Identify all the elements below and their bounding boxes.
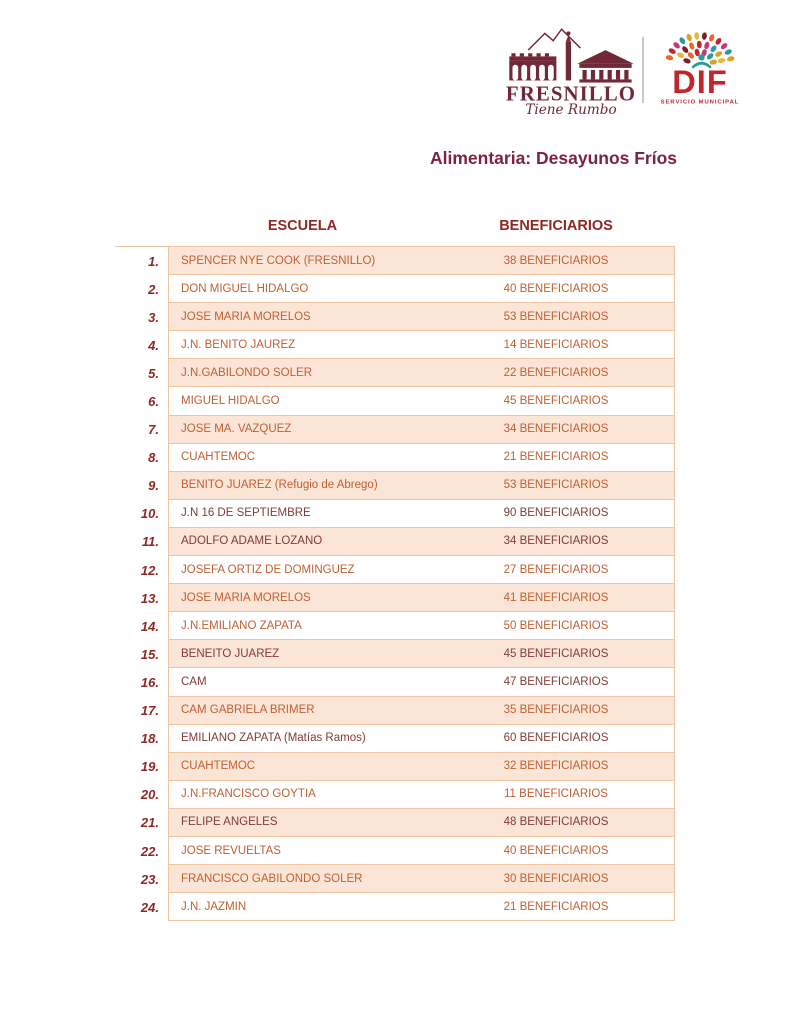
- school-name-cell: DON MIGUEL HIDALGO: [181, 282, 309, 295]
- table-row: [115, 416, 675, 444]
- school-name-cell: SPENCER NYE COOK (FRESNILLO): [181, 254, 376, 267]
- school-name-cell: ADOLFO ADAME LOZANO: [181, 535, 323, 548]
- dif-logo-name: DIF: [672, 64, 728, 101]
- school-name-cell: J.N.GABILONDO SOLER: [181, 366, 313, 379]
- row-number: 8.: [148, 450, 159, 466]
- school-name-cell: BENEITO JUAREZ: [181, 647, 280, 660]
- beneficiaries-cell: 35 BENEFICIARIOS: [503, 704, 609, 717]
- beneficiaries-cell: 41 BENEFICIARIOS: [503, 591, 609, 604]
- beneficiaries-cell: 53 BENEFICIARIOS: [503, 310, 609, 323]
- row-number: 18.: [140, 731, 159, 747]
- beneficiaries-cell: 60 BENEFICIARIOS: [503, 732, 609, 745]
- school-name-cell: JOSE MA. VAZQUEZ: [181, 423, 292, 436]
- row-number: 1.: [148, 253, 159, 269]
- school-name-cell: J.N. BENITO JAUREZ: [181, 338, 296, 351]
- beneficiaries-cell: 50 BENEFICIARIOS: [503, 619, 609, 632]
- row-number: 13.: [140, 590, 159, 606]
- table-row: [115, 500, 675, 528]
- beneficiaries-cell: 21 BENEFICIARIOS: [503, 451, 609, 464]
- table-row: [115, 781, 675, 809]
- beneficiaries-cell: 45 BENEFICIARIOS: [503, 647, 609, 660]
- mountain-icon: [528, 29, 580, 50]
- table-row: [115, 556, 675, 584]
- table-row: [115, 612, 675, 640]
- beneficiaries-cell: 11 BENEFICIARIOS: [504, 788, 608, 801]
- table-row: [115, 359, 675, 387]
- school-name-cell: J.N 16 DE SEPTIEMBRE: [181, 507, 311, 520]
- beneficiaries-cell: 34 BENEFICIARIOS: [503, 535, 609, 548]
- row-number: 3.: [148, 309, 159, 325]
- dif-logo-icon: [650, 27, 750, 113]
- row-number: 14.: [140, 618, 159, 634]
- beneficiaries-cell: 30 BENEFICIARIOS: [503, 872, 609, 885]
- table-row: [115, 697, 675, 725]
- school-name-cell: J.N.EMILIANO ZAPATA: [181, 619, 302, 632]
- school-name-cell: CUAHTEMOC: [181, 760, 256, 773]
- table-row: [115, 753, 675, 781]
- row-number: 7.: [148, 422, 159, 438]
- school-name-cell: EMILIANO ZAPATA (Matías Ramos): [181, 732, 366, 745]
- beneficiaries-cell: 48 BENEFICIARIOS: [503, 816, 609, 829]
- table-row: [115, 472, 675, 500]
- beneficiaries-cell: 47 BENEFICIARIOS: [503, 675, 609, 688]
- beneficiaries-cell: 32 BENEFICIARIOS: [503, 760, 609, 773]
- row-number: 9.: [148, 478, 159, 494]
- row-number: 10.: [140, 506, 159, 522]
- table-row: [115, 387, 675, 415]
- school-name-cell: JOSE MARIA MORELOS: [181, 310, 311, 323]
- school-name-cell: J.N.FRANCISCO GOYTIA: [181, 788, 316, 801]
- fresnillo-logo-name: FRESNILLO: [505, 81, 637, 106]
- table-row: [115, 444, 675, 472]
- row-number: 22.: [140, 843, 159, 859]
- row-number: 5.: [148, 365, 159, 381]
- school-name-cell: JOSEFA ORTIZ DE DOMINGUEZ: [181, 563, 355, 576]
- page-title: Alimentaria: Desayunos Fríos: [430, 148, 678, 168]
- row-number: 17.: [140, 703, 159, 719]
- column-header-escuela: ESCUELA: [267, 218, 338, 234]
- school-name-cell: J.N. JAZMIN: [181, 900, 247, 913]
- table-row: [115, 893, 675, 921]
- beneficiaries-cell: 34 BENEFICIARIOS: [503, 423, 609, 436]
- beneficiaries-cell: 53 BENEFICIARIOS: [503, 479, 609, 492]
- table-row: [115, 809, 675, 837]
- table-row: [115, 668, 675, 696]
- school-name-cell: FRANCISCO GABILONDO SOLER: [181, 872, 363, 885]
- fresnillo-logo-tagline: Tiene Rumbo: [525, 101, 617, 116]
- table-row: [115, 303, 675, 331]
- school-name-cell: CAM: [181, 675, 207, 688]
- row-number: 2.: [148, 281, 159, 297]
- school-name-cell: MIGUEL HIDALGO: [181, 395, 280, 408]
- row-number: 23.: [140, 871, 159, 887]
- row-number: 6.: [148, 394, 159, 410]
- table-row: [115, 584, 675, 612]
- row-number: 20.: [140, 787, 159, 803]
- beneficiaries-cell: 27 BENEFICIARIOS: [503, 563, 609, 576]
- arcade-icon: [509, 53, 556, 80]
- beneficiaries-cell: 38 BENEFICIARIOS: [503, 254, 609, 267]
- beneficiaries-cell: 40 BENEFICIARIOS: [503, 844, 609, 857]
- school-name-cell: BENITO JUAREZ (Refugio de Abrego): [181, 479, 378, 492]
- dif-tree-leaves-icon: [665, 32, 735, 65]
- row-number: 16.: [140, 674, 159, 690]
- table-row: [115, 331, 675, 359]
- beneficiaries-cell: 40 BENEFICIARIOS: [503, 282, 609, 295]
- table-row: [115, 640, 675, 668]
- dif-logo-subtitle: SERVICIO MUNICIPAL: [660, 99, 740, 106]
- column-header-beneficiarios: BENEFICIARIOS: [499, 218, 613, 234]
- row-number: 12.: [140, 562, 159, 578]
- beneficiaries-cell: 21 BENEFICIARIOS: [503, 900, 609, 913]
- row-number: 11.: [141, 534, 159, 550]
- table-row: [115, 865, 675, 893]
- row-number: 15.: [140, 646, 159, 662]
- beneficiaries-cell: 45 BENEFICIARIOS: [503, 395, 609, 408]
- row-number: 4.: [148, 337, 159, 353]
- table-row: [115, 247, 675, 275]
- logo-divider: [642, 37, 644, 103]
- beneficiaries-table: [115, 246, 675, 921]
- school-name-cell: CUAHTEMOC: [181, 451, 256, 464]
- beneficiaries-cell: 90 BENEFICIARIOS: [503, 507, 609, 520]
- school-name-cell: CAM GABRIELA BRIMER: [181, 704, 315, 717]
- classical-building-icon: [577, 50, 633, 82]
- school-name-cell: JOSE REVUELTAS: [181, 844, 281, 857]
- fresnillo-logo-icon: [502, 24, 640, 116]
- table-row: [115, 725, 675, 753]
- beneficiaries-cell: 22 BENEFICIARIOS: [503, 366, 609, 379]
- table-row: [115, 837, 675, 865]
- row-number: 24.: [140, 899, 159, 915]
- row-number: 19.: [140, 759, 159, 775]
- school-name-cell: JOSE MARIA MORELOS: [181, 591, 311, 604]
- beneficiaries-cell: 14 BENEFICIARIOS: [503, 338, 609, 351]
- row-number: 21.: [140, 815, 159, 831]
- header-logos: [502, 24, 750, 116]
- table-row: [115, 528, 675, 556]
- school-name-cell: FELIPE ANGELES: [181, 816, 278, 829]
- table-row: [115, 275, 675, 303]
